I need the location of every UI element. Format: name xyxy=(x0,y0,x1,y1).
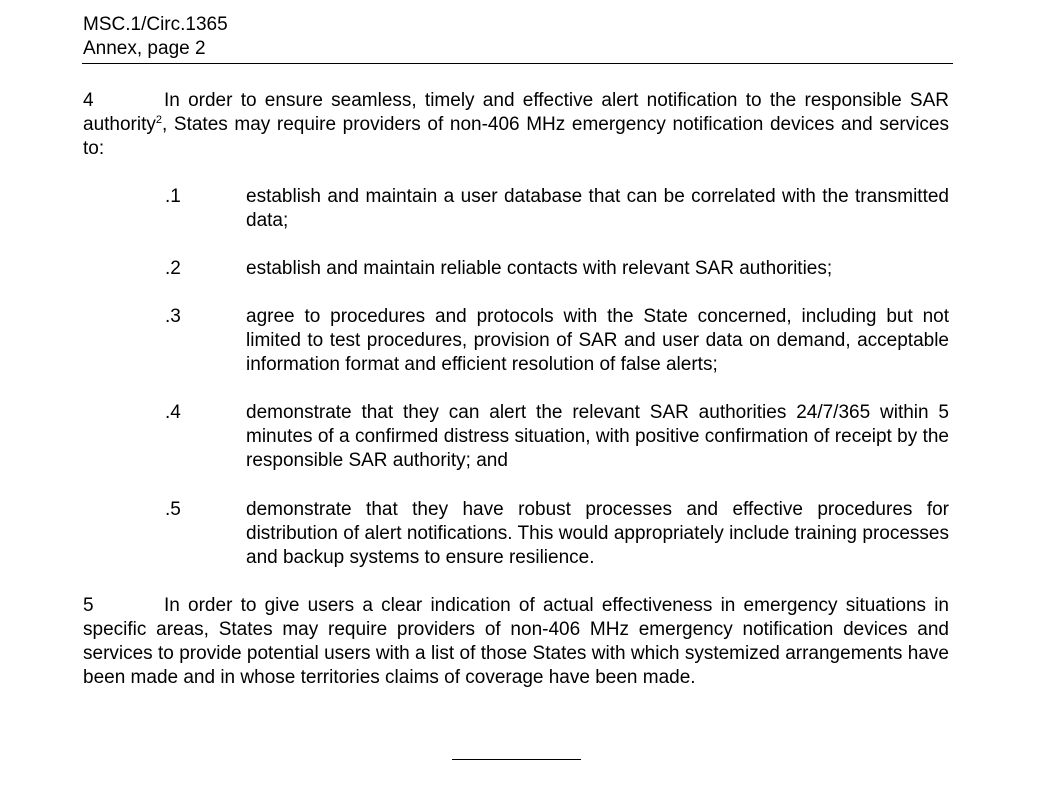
list-item-number: .2 xyxy=(165,258,181,279)
header-divider xyxy=(82,63,953,64)
page-header xyxy=(83,13,953,61)
list-item-number: .1 xyxy=(165,186,181,207)
paragraph-text: In order to ensure seamless, timely and effective alert notification to the responsible SAR authority xyxy=(83,90,949,135)
end-of-annex-rule xyxy=(452,759,581,760)
list-item-text: agree to procedures and protocols with the State concerned, including but not limited to test procedures, provision of SAR and user data on demand, acceptable information format and efficient resolution of false alerts; xyxy=(246,306,949,375)
paragraph-5 xyxy=(83,594,949,690)
paragraph-text-continued: , States may require providers of non-406 MHz emergency notification devices and services to: xyxy=(83,114,949,159)
list-item-text: demonstrate that they have robust processes and effective procedures for distribution of alert notifications. This would appropriately include training processes and backup systems to ensure resilience. xyxy=(246,499,949,568)
list-item-number: .5 xyxy=(165,499,181,520)
list-item-number: .4 xyxy=(165,402,181,423)
list-item-text: demonstrate that they can alert the relevant SAR authorities 24/7/365 within 5 minutes of a confirmed distress situation, with positive confirmation of receipt by the responsible SAR authority; and xyxy=(246,402,949,471)
paragraph-number: 5 xyxy=(83,595,94,616)
list-item-number: .3 xyxy=(165,306,181,327)
page-label: Annex, page 2 xyxy=(83,38,206,59)
paragraph-4 xyxy=(83,89,949,161)
paragraph-number: 4 xyxy=(83,90,94,111)
footnote-reference: 2 xyxy=(155,114,162,126)
list-item-text: establish and maintain a user database that can be correlated with the transmitted data; xyxy=(246,186,949,231)
list-item-text: establish and maintain reliable contacts with relevant SAR authorities; xyxy=(246,258,833,279)
paragraph-text: In order to give users a clear indication of actual effectiveness in emergency situations in specific areas, States may require providers of non-406 MHz emergency notification devices and services to provide potential users with a list of those States with which systemized arrangements have been made and in whose territories claims of coverage have been made. xyxy=(83,595,949,688)
document-number: MSC.1/Circ.1365 xyxy=(83,14,228,35)
